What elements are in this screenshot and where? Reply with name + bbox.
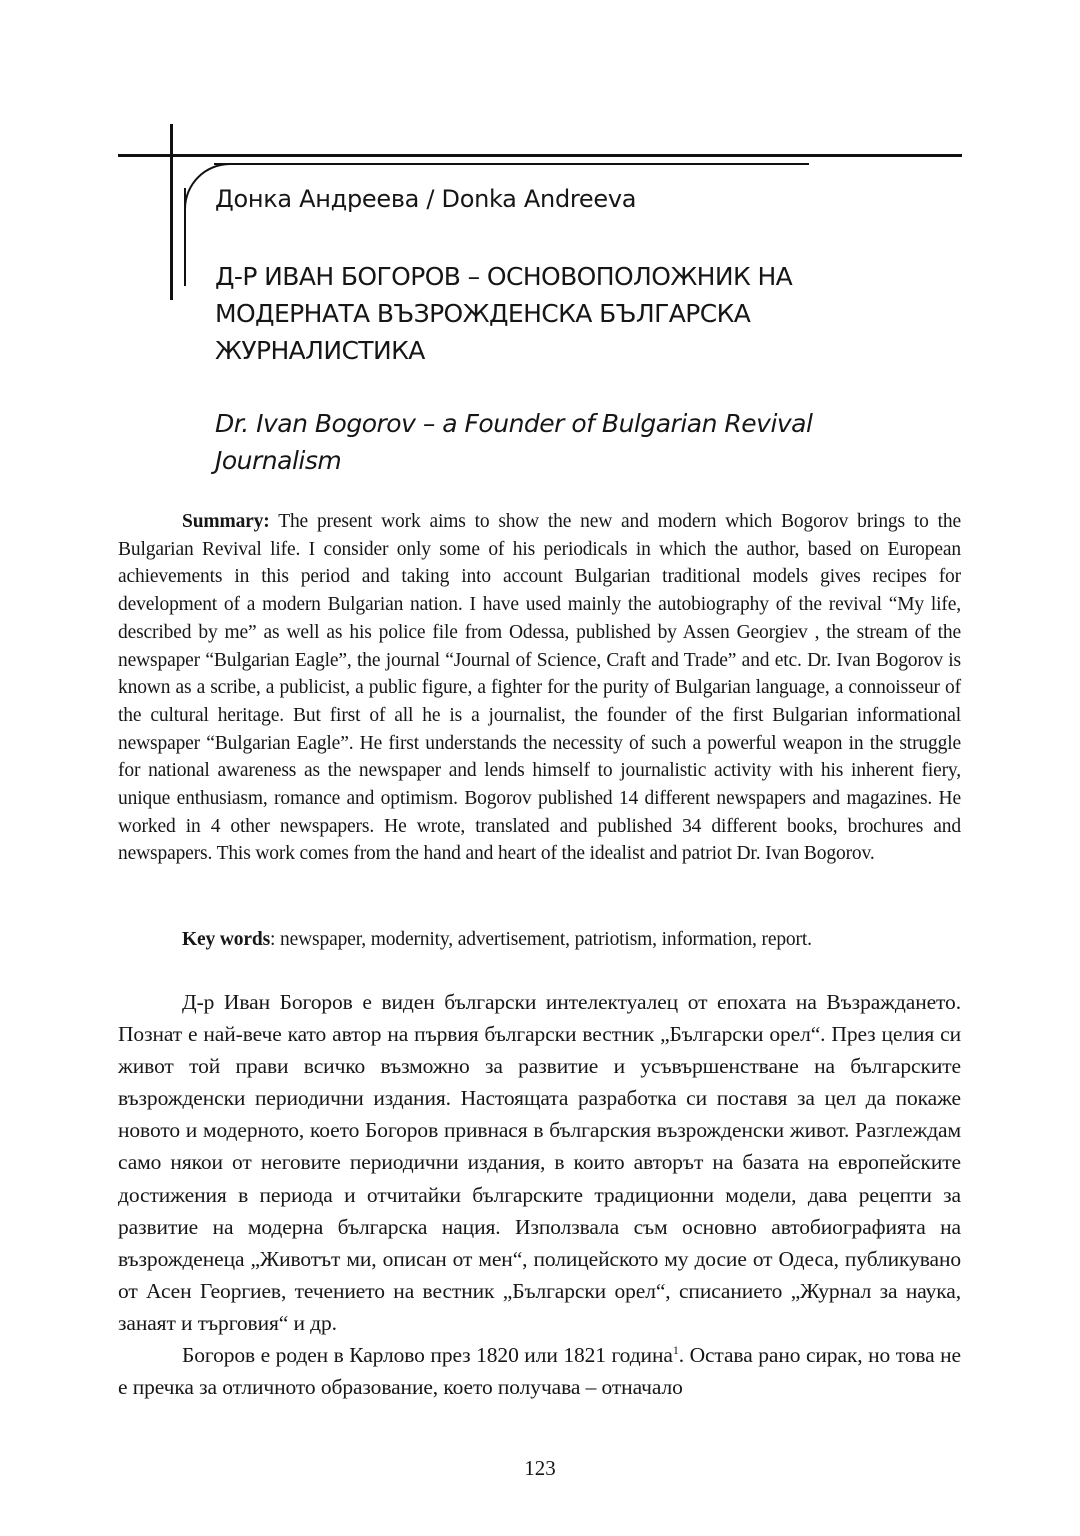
author-name: Донка Андреева / Donka Andreeva <box>215 185 637 213</box>
frame-vertical-line-outer <box>170 124 173 300</box>
keywords-text: : newspaper, modernity, advertisement, patriotism, information, report. <box>270 929 812 950</box>
article-title-english: Dr. Ivan Bogorov – a Founder of Bulgarian Revival Journalism <box>215 409 813 475</box>
summary-text: The present work aims to show the new and modern which Bogorov brings to the Bulgarian Revival life. I consider only some of his periodicals in which the author, based on European achievements in this period and taking into account Bulgarian traditional models gives recipes for development of a modern Bulgarian nation. I have used mainly the autobiography of the revival “My life, described by me” as well as his police file from Odessa, published by Assen Georgiev , the stream of the newspaper “Bulgarian Eagle”, the journal “Journal of Science, Craft and Trade” and etc. Dr. Ivan Bogorov is known as a scribe, a publicist, a public figure, a fighter for the purity of Bulgarian language, a connoisseur of the cultural heritage. But first of all he is a journalist, the founder of the first Bulgarian informational newspaper “Bulgarian Eagle”. He first understands the necessity of such a powerful weapon in the struggle for national awareness as the newspaper and lends himself to journalistic activity with his inherent fiery, unique enthusiasm, romance and optimism. Bogorov published 14 different newspapers and magazines. He worked in 4 other newspapers. He wrote, translated and published 34 different books, brochures and newspapers. This work comes from the hand and heart of the idealist and patriot Dr. Ivan Bogorov. <box>118 511 961 865</box>
keywords-label: Key words <box>182 929 271 950</box>
keywords-paragraph <box>118 926 961 954</box>
body-paragraph-2 <box>118 1339 961 1403</box>
article-title-bulgarian: Д-Р ИВАН БОГОРОВ – ОСНОВОПОЛОЖНИК НА МОДЕРНАТА ВЪЗРОЖДЕНСКА БЪЛГАРСКА ЖУРНАЛИСТИКА <box>215 262 793 365</box>
summary-label: Summary: <box>182 511 270 532</box>
footnote-reference-1[interactable]: 1 <box>672 1343 679 1358</box>
body-paragraph-2-start: Богоров е роден в Карлово през 1820 или 1821 година <box>182 1343 673 1368</box>
page-number: 123 <box>524 1456 556 1480</box>
body-paragraph-1: Д-р Иван Богоров е виден български интелектуалец от епохата на Възраждането. Познат е най-вече като автор на първия български вестник „Български орел“. През целия си живот той прави всичко възможно за развитие и усъвършенстване на българските възрожденски периодични издания. Настоящата разработка си поставя за цел да покаже новото и модерното, което Богоров привнася в българския възрожденски живот. Разглеждам само някои от неговите периодични издания, в които авторът на базата на европейските достижения в периода и отчитайки българските традиционни модели, дава рецепти за развитие на модерна българска нация. Използвала съм основно автобиографията на възрожденеца „Животът ми, описан от мен“, полицейското му досие от Одеса, публикувано от Асен Георгиев, течението на вестник „Български орел“, списанието „Журнал за наука, занаят и търговия“ и др. <box>118 990 961 1335</box>
body-paragraph-2-end: . Остава рано сирак, но това не е пречка за отличното образование, което получава – отначало <box>118 1343 962 1400</box>
frame-horizontal-line-inner <box>214 163 809 165</box>
article-body <box>118 986 961 1403</box>
summary-paragraph <box>118 508 961 868</box>
frame-horizontal-line-outer <box>118 154 962 157</box>
